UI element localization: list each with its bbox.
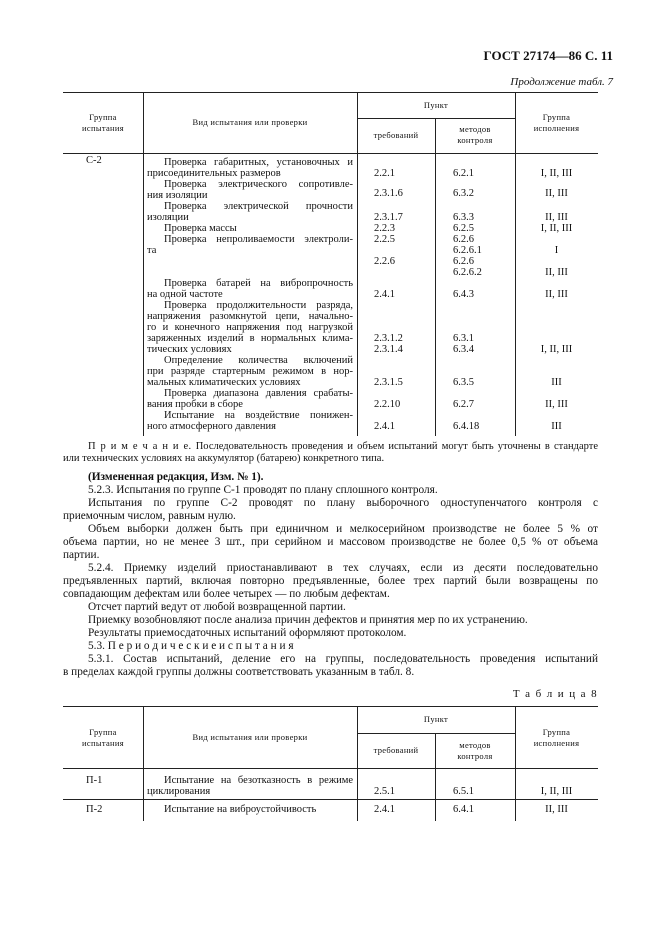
col-header-point: Пункт [423,714,449,724]
method-cell: 6.2.7 [453,399,474,410]
method-cell: 6.2.1 [453,168,474,179]
version-cell: II, III [545,188,568,199]
method-cell: 6.2.6.2 [453,267,482,278]
col-header-methods: методов контроля [457,124,493,145]
col-header-methods: методов контроля [457,740,493,761]
req-cell: 2.4.1 [374,289,395,300]
col-header-req: требований [373,745,419,755]
desc-line: Определение количества включений [164,355,353,366]
table-caption: Т а б л и ц а 8 [512,688,598,700]
desc-line: напряжения разомкнутой цепи, начально- [147,311,353,322]
paragraph: Приемку возобновляют после анализа причин дефектов и принятия мер по их устранению. [88,614,528,626]
method-cell: 6.4.3 [453,289,474,300]
paragraph: 5.3.1. Состав испытаний, деление его на группы, последовательность проведения испытаний [88,653,598,665]
desc-line: Испытание на виброустойчивость [164,804,317,815]
page-header: ГОСТ 27174—86 С. 11 [483,48,613,63]
req-cell: 2.5.1 [374,786,395,797]
version-cell: I [554,245,559,256]
version-cell: I, II, III [540,168,573,179]
col-header-point: Пункт [423,100,449,110]
version-cell: III [551,377,562,388]
paragraph: 5.2.3. Испытания по группе С-1 проводят по плану сплошного контроля. [88,484,438,496]
req-cell: 2.3.1.4 [374,344,403,355]
method-cell: 6.2.6 [453,256,474,267]
req-cell: 2.4.1 [374,421,395,432]
req-cell: 2.2.1 [374,168,395,179]
col-header-version: Группа исполнения [533,727,580,748]
desc-line: при разряде стартерным режимом в нор- [147,366,353,377]
desc-line: го и конечного напряжения под нагрузкой [147,322,353,333]
group-cell: П-2 [86,804,103,815]
paragraph-cont: совпадающим дефектам или более четырех — по любым дефектам. [63,588,390,600]
desc-line: мальных климатических условиях [147,377,301,388]
desc-line: Проверка продолжительности разряда, [164,300,353,311]
group-cell: П-1 [86,775,103,786]
version-cell: I, II, III [540,344,573,355]
method-cell: 6.2.6 [453,234,474,245]
req-cell: 2.3.1.2 [374,333,403,344]
col-header-version: Группа исполнения [533,112,580,133]
desc-line: та [147,245,157,256]
method-cell: 6.3.5 [453,377,474,388]
req-cell: 2.3.1.6 [374,188,403,199]
col-header-kind: Вид испытания или проверки [192,732,308,742]
req-cell: 2.3.1.7 [374,212,403,223]
desc-line: Проверка электрического сопротивле- [164,179,353,190]
version-cell: II, III [545,289,568,300]
method-cell: 6.3.2 [453,188,474,199]
req-cell: 2.2.5 [374,234,395,245]
desc-line: присоединительных размеров [147,168,281,179]
version-cell: I, II, III [540,786,573,797]
paragraph: 5.2.4. Приемку изделий приостанавливают в тех случаях, если из десяти последовательно [88,562,598,574]
desc-line: циклирования [147,786,211,797]
col-header-group: Группа испытания [82,727,124,748]
table-note-cont: или технических условиях на аккумулятор (батарею) конкретного типа. [63,453,385,464]
desc-line: Испытание на безотказность в режиме [164,775,353,786]
paragraph-cont: приемочным числом, равным нулю. [63,510,236,522]
req-cell: 2.2.6 [374,256,395,267]
desc-line: Проверка диапазона давления срабаты- [164,388,353,399]
desc-line: на одной частоте [147,289,223,300]
method-cell: 6.3.4 [453,344,474,355]
method-cell: 6.4.1 [453,804,474,815]
col-header-req: требований [373,130,419,140]
method-cell: 6.2.6.1 [453,245,482,256]
desc-line: Проверка массы [164,223,237,234]
version-cell: II, III [545,267,568,278]
col-header-kind: Вид испытания или проверки [192,117,308,127]
table-continuation-label: Продолжение табл. 7 [510,76,613,88]
req-cell: 2.3.1.5 [374,377,403,388]
version-cell: II, III [545,804,568,815]
req-cell: 2.2.10 [374,399,401,410]
req-cell: 2.4.1 [374,804,395,815]
desc-line: заряженных изделий в нормальных клима- [147,333,353,344]
desc-line: Испытание на воздействие понижен- [164,410,353,421]
table-note: П р и м е ч а н и е. Последовательность проведения и объем испытаний могут быть уточнены в стандарте [88,441,598,452]
amendment-note: (Измененная редакция, Изм. № 1). [88,471,264,483]
paragraph-cont: в пределах каждой группы должны соответствовать указанным в табл. 8. [63,666,415,678]
method-cell: 6.4.18 [453,421,480,432]
desc-line: изоляции [147,212,189,223]
paragraph-cont: объема партии, но не менее 3 шт., при серийном и массовом производстве не более 0,5 % от объема [63,536,598,548]
desc-line: ния изоляции [147,190,208,201]
desc-line: Проверка батарей на вибропрочность [164,278,353,289]
method-cell: 6.3.3 [453,212,474,223]
method-cell: 6.3.1 [453,333,474,344]
section-heading: 5.3. П е р и о д и ч е с к и е и с п ы т а н и я [88,640,294,652]
paragraph: Результаты приемосдаточных испытаний оформляют протоколом. [88,627,407,639]
paragraph-cont: партии. [63,549,100,561]
paragraph-cont: предъявленных партий, включая повторно предъявленные, более трех партий были возвращены по [63,575,598,587]
version-cell: III [551,421,562,432]
col-header-group: Группа испытания [82,112,124,133]
paragraph: Отсчет партий ведут от любой возвращенной партии. [88,601,346,613]
version-cell: II, III [545,399,568,410]
method-cell: 6.5.1 [453,786,474,797]
method-cell: 6.2.5 [453,223,474,234]
desc-line: Проверка габаритных, установочных и [164,157,353,168]
version-cell: II, III [545,212,568,223]
desc-line: тических условиях [147,344,232,355]
version-cell: I, II, III [540,223,573,234]
req-cell: 2.2.3 [374,223,395,234]
paragraph: Испытания по группе С-2 проводят по плану выборочного одноступенчатого контроля с [88,497,598,509]
desc-line: ного атмосферного давления [147,421,277,432]
desc-line: вания пробки в сборе [147,399,243,410]
desc-line: Проверка непроливаемости электроли- [164,234,353,245]
desc-line: Проверка электрической прочности [164,201,353,212]
group-cell: С-2 [86,155,102,166]
paragraph: Объем выборки должен быть при единичном и мелкосерийном производстве не более 5 % от [88,523,598,535]
